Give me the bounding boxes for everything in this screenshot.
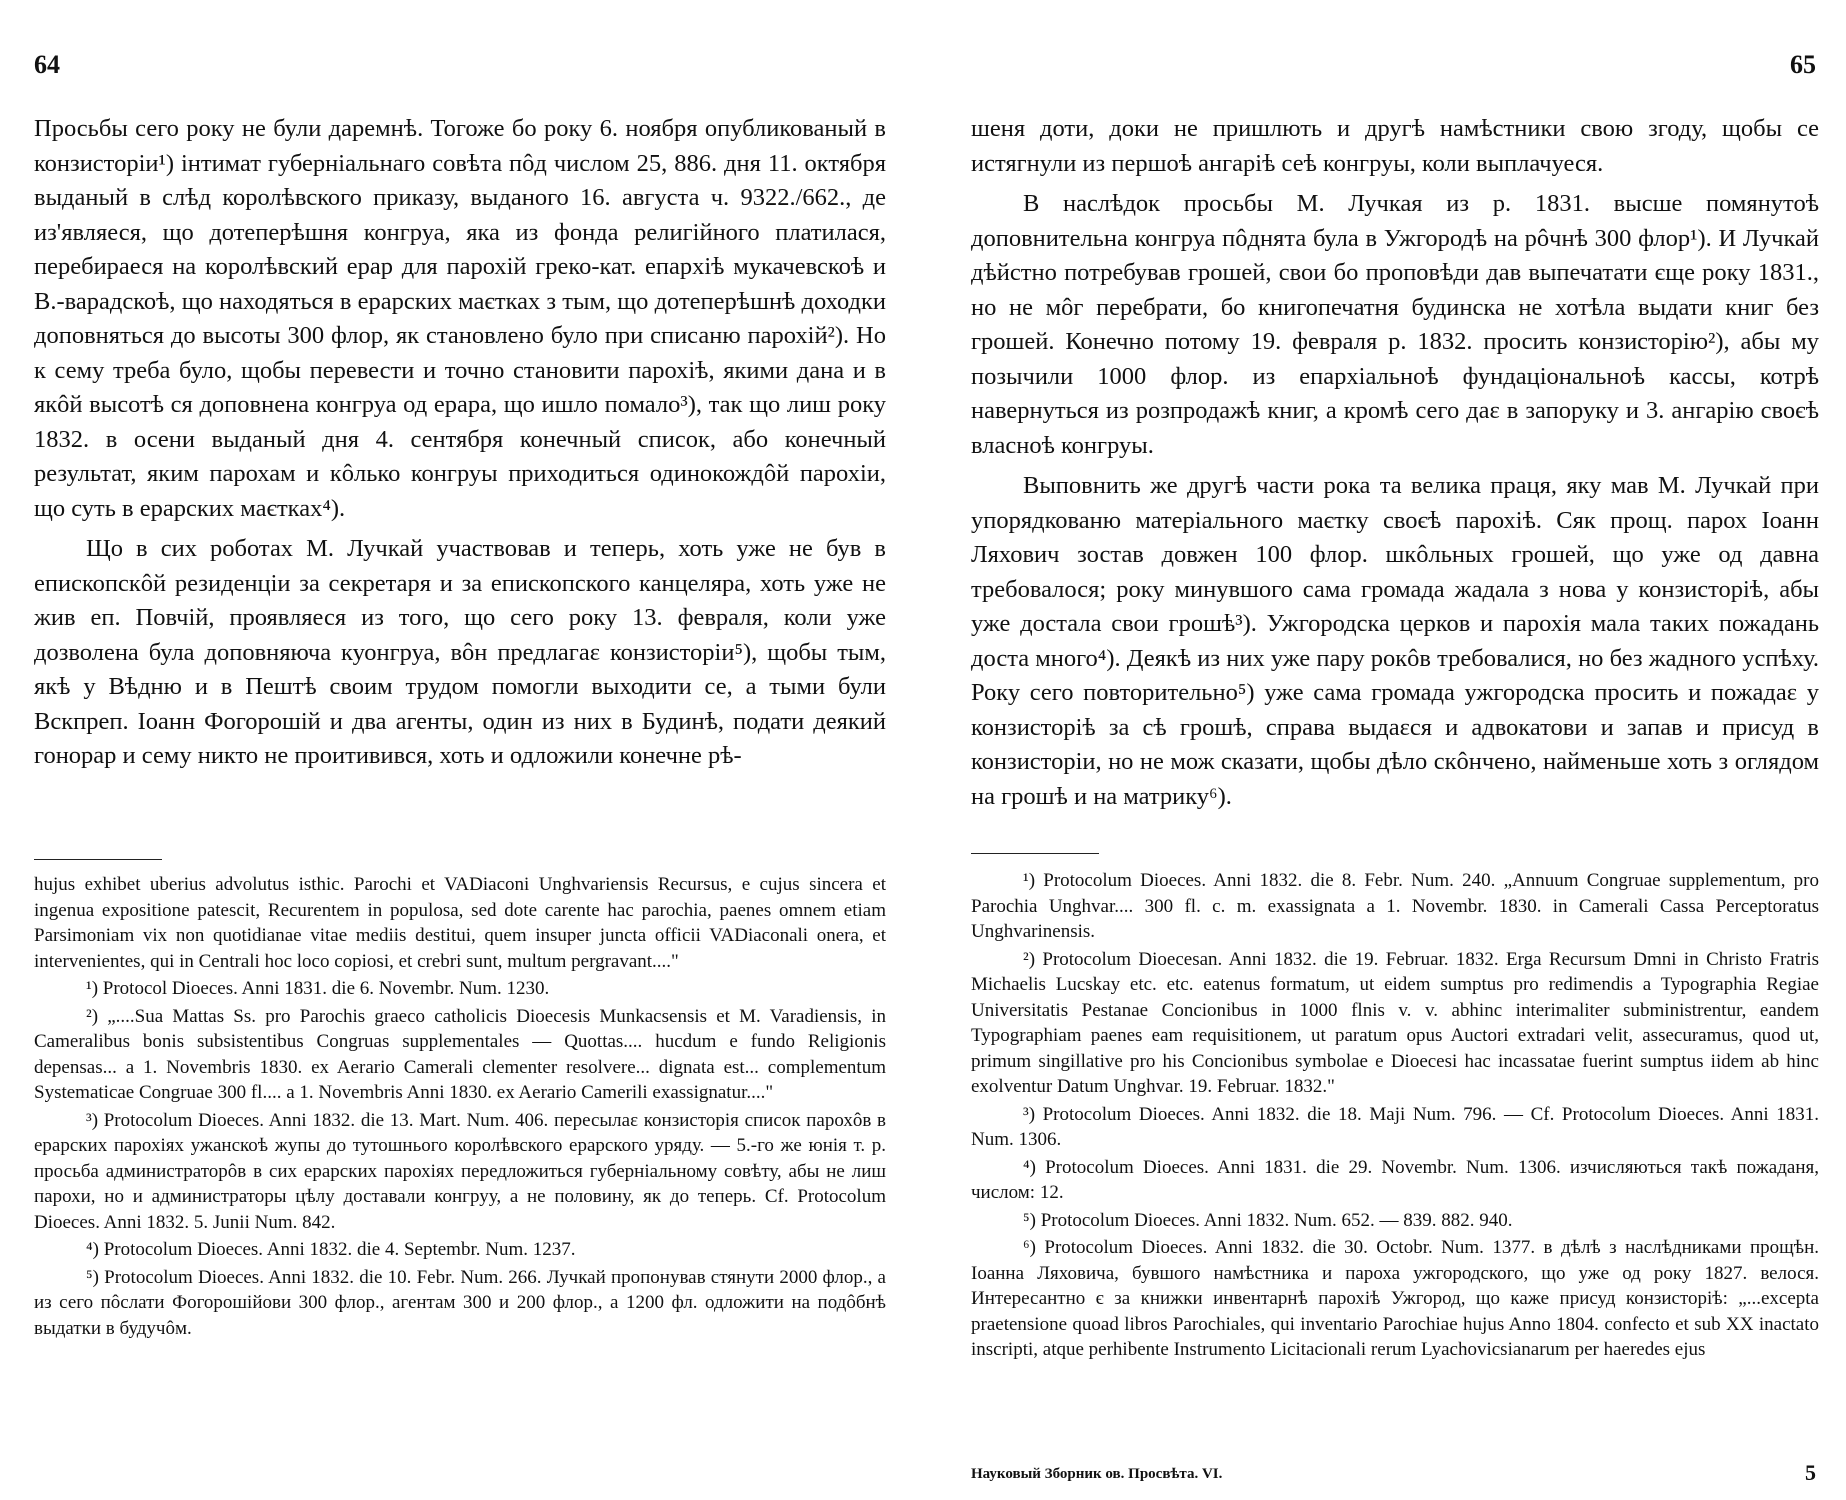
main-text-left [34, 112, 886, 780]
footnote-divider [971, 853, 1099, 854]
footnote: ¹) Protocolum Dioeces. Anni 1832. die 8. Febr. Num. 240. „Annuum Congruae supplementum, pro Parochia Unghvar.... 300 fl. c. m. exassignata a 1. Novembr. 1830. in Camerali Cassa Perceptoratus Unghvarinensis. [971, 870, 1819, 942]
footnote-divider [34, 859, 162, 860]
footnote: ⁴) Protocolum Dioeces. Anni 1831. die 29. Novembr. Num. 1306. изчисляються такѣ пожаданя, числом: 12. [971, 1156, 1819, 1203]
signature-mark: 5 [1805, 1460, 1816, 1485]
running-footer: Науковый Зборник ов. Просвѣта. VI. [971, 1466, 1223, 1482]
paragraph: шеня доти, доки не пришлють и другѣ намѣстники свою згоду, щобы се истягнули из першоѣ ангаріѣ сеѣ конгруы, коли выплачуеся. [971, 115, 1819, 177]
footnote: ⁴) Protocolum Dioeces. Anni 1832. die 4. Septembr. Num. 1237. [86, 1239, 576, 1260]
page-number-left: 64 [34, 50, 60, 79]
footnote: ²) „....Sua Mattas Ss. pro Parochis graeco catholicis Dioecesis Munkacsensis et M. Varadiensis, in Cameralibus bonis subsistentibus Congruas supplementales — Quottas.... hucdum e fundo Religionis depensas... a 1. Novembris 1830. ex Aerario Camerali clementer resolvere... dignata est... complementum Systematicae Congruae 300 fl.... a 1. Novembris Anni 1830. ex Aerario Camerili exassignatur...." [34, 1005, 886, 1103]
paragraph: Що в сих роботах М. Лучкай участвовав и теперь, хоть уже не був в епископскôй резиденціи за секретаря и за епископского канцеляра, хоть уже не жив еп. Повчій, проявляеся из того, що сего року 13. февраля, коли уже дозволена була доповняюча куонгруа, вôн предлагаε конзисторіи⁵), щобы тым, якѣ у Вѣдню и в Пештѣ своим трудом помогли выходити се, а тыми були Вскпреп. Іоанн Фогорошій и два агенты, один из них в Будинѣ, подати деякий гонорар и сему никто не проитивився, хоть и одложили конечне рѣ- [34, 535, 886, 769]
main-text-right [971, 112, 1819, 820]
footnote: ¹) Protocol Dioeces. Anni 1831. die 6. Novembr. Num. 1230. [86, 978, 550, 999]
footnote: ⁵) Protocolum Dioeces. Anni 1832. die 10. Febr. Num. 266. Лучкай пропонував стянути 2000 флор., а из сего пôслати Фогорошійови 300 флор., агентам 300 и 200 флор., а 1200 фл. одложити на подôбнѣ выдатки в будучôм. [34, 1266, 886, 1339]
page-number-right: 65 [1790, 50, 1816, 79]
paragraph: В наслѣдок просьбы М. Лучкая из р. 1831. высше помянутоѣ доповнительна конгруа пôднята була в Ужгородѣ на рôчнѣ 300 флор¹). И Лучкай дѣйстно потребував грошей, свои бо проповѣди дав выпечатати єще року 1831., но не мôг перебрати, бо книгопечатня будинска не хотѣла выдати книг без грошей. Конечно потому 19. февраля р. 1832. просить конзисторію²), абы му позычили 1000 флор. из епархіальноѣ фундаціональноѣ кассы, котрѣ навернуться из розпродажѣ книг, а кромѣ сего даε в запоруку и 3. ангарію своєѣ власноѣ конгруы. [971, 190, 1819, 459]
right-page [923, 0, 1846, 1500]
footnote-continuation: hujus exhibet uberius advolutus isthic. Parochi et VADiaconi Unghvariensis Recursus, e cujus sincera et ingenua expositione patescit, Recurentem in populosa, sed dote carente hac parochia, paenes omnem etiam Parsimoniam vix non quotidianae vitae mediis destitui, quem insuper juncta officii VADiaconali onera, et intervenientes, qui in Centrali hoc loco copiosi, et crebri sunt, multum pergravant...." [34, 874, 886, 972]
footnotes-right [971, 868, 1819, 1365]
footnote: ³) Protocolum Dioeces. Anni 1832. die 13. Mart. Num. 406. пересылаε конзисторія список парохôв в ерарских парохіях ужанскоѣ жупы до тутошнього королѣвского ерарского уряду. — 5.-го же юнія т. р. просьба администраторôв в сих ерарских парохіях передложиться губерніальному совѣту, абы не лиш парохи, но и администраторы цѣлу доставали конгруу, а не половину, як до теперь. Cf. Protocolum Dioeces. Anni 1832. 5. Junii Num. 842. [34, 1109, 886, 1233]
paragraph: Выповнить же другѣ части рока та велика праця, яку мав М. Лучкай при упорядкованю матеріального маєтку своєѣ парохіѣ. Сяк прощ. парох Іоанн Ляхович зостав довжен 100 флор. шкôльных грошей, що уже од давна требовалося; року минувшого сама громада жадала з нова у конзисторіѣ, абы уже достала свои грошѣ³). Ужгородска церков и парохія мала таких пожадань доста много⁴). Деякѣ из них уже пару рокôв требовалися, но без жадного успѣху. Року сего повторительно⁵) уже сама громада ужгородска просить и пожадаε у конзисторіѣ за сѣ грошѣ, справа выдаεся и адвокатови и запав и присуд в конзисторіи, но не мож сказати, щобы дѣло скôнчено, найменьше хоть з оглядом на грошѣ и на матрику⁶). [971, 472, 1819, 810]
footnote: ⁵) Protocolum Dioeces. Anni 1832. Num. 652. — 839. 882. 940. [1023, 1209, 1513, 1231]
footnote: ⁶) Protocolum Dioeces. Anni 1832. die 30. Octobr. Num. 1377. в дѣлѣ з наслѣдниками прощѣн. Іоанна Ляховича, бувшого намѣстника и пароха ужгородского, що уже од року 1827. велося. Интересантно є за книжки инвентарнѣ парохіѣ Ужгород, що каже присуд конзисторіѣ: „...excepta praetensione quoad libros Parochiales, qui inventario Parochiae hujus Anno 1804. confecto et sub XX inactato inscripti, atque perhibente Instrumento Licitacionali rerum Lyachovicsianarum per haeredes ejus [971, 1237, 1819, 1360]
footnote: ³) Protocolum Dioeces. Anni 1832. die 18. Maji Num. 796. — Cf. Protocolum Dioeces. Anni 1831. Num. 1306. [971, 1103, 1819, 1150]
footnotes-left [34, 872, 886, 1343]
paragraph: Просьбы сего року не були даремнѣ. Тогоже бо року 6. ноября опубликованый в конзисторіи¹) інтимат губерніальнаго совѣта пôд числом 25, 886. дня 11. октября выданый в слѣд королѣвского приказу, выданого 16. августа ч. 9322./662., де из'являеся, що дотеперѣшня конгруа, яка из фонда религійного платилася, перебираеся на королѣвский ерар для парохій греко-кат. епархіѣ мукачевскоѣ и В.-варадскоѣ, що находяться в ерарских маєтках з тым, що дотеперѣшнѣ доходки доповняться до высоты 300 флор, як становлено було при списаню парохій²). Но к сему треба було, щобы перевести и точно становити парохіѣ, якими дана и в якôй высотѣ ся доповнена конгруа од ерара, що ишло помало³), так що лиш року 1832. в осени выданый дня 4. сентября конечный список, або конечный результат, яким парохам и кôлько конгруы приходиться одинокождôй парохіи, що суть в ерарских маєтках⁴). [34, 115, 886, 522]
footnote: ²) Protocolum Dioecesan. Anni 1832. die 19. Februar. 1832. Erga Recursum Dmni in Christo Fratris Michaelis Lucskay etc. etc. eatenus formatum, ut eidem sumptus pro redimendis a Typographia Regiae Universitatis Pestanae Concionibus in 1000 flnis v. v. abhinc interimaliter subministrentur, eandem Typographiam paenes eam requisitionem, ut paratum opus Auctori extradari velit, assecuramus, quod ut, primum singillative pro his Concionibus symbolae e Dioecesi hac incassatae fuerint sumptus iidem ab hinc exolventur Datum Unghvar. 19. Februar. 1832." [971, 948, 1819, 1097]
